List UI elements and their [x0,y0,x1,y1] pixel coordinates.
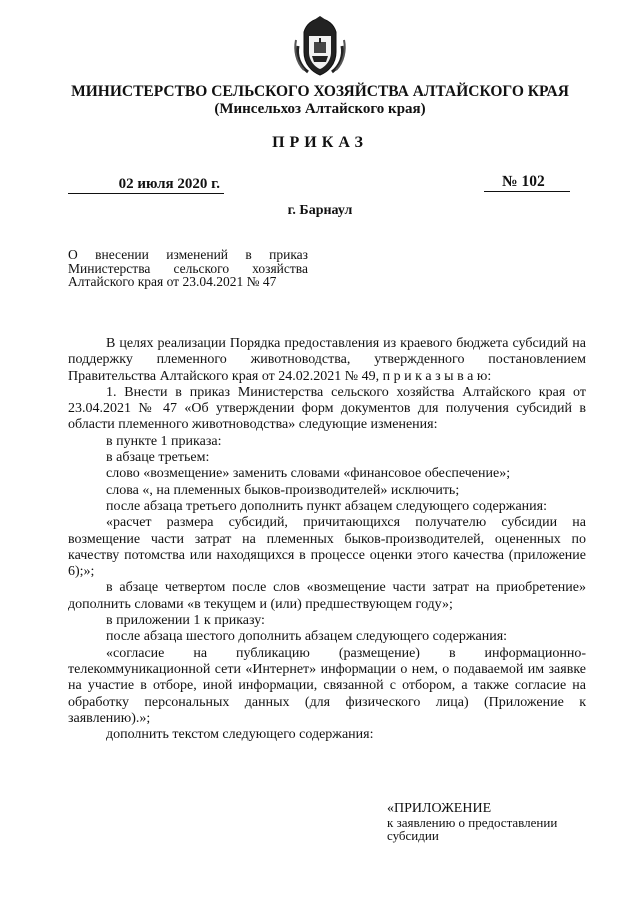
body-paragraph: дополнить текстом следующего содержания: [106,727,374,743]
appendix-title: «ПРИЛОЖЕНИЕ [387,801,492,816]
body-paragraph: в абзаце четвертом после слов «возмещение части затрат на приобретение» дополнить словами «в текущем и (или) предшествующем году»; [68,580,586,612]
document-type-title: ПРИКАЗ [272,134,368,151]
ministry-name: МИНИСТЕРСТВО СЕЛЬСКОГО ХОЗЯЙСТВА АЛТАЙСКОГО КРАЯ [71,83,569,100]
order-number: № 102 [484,173,570,192]
body-paragraph: в приложении 1 к приказу: [106,613,265,629]
order-date: 02 июля 2020 г. [68,175,224,194]
subject-line: Министерства сельского хозяйства [68,260,308,276]
city-name: г. Барнаул [287,203,353,218]
subject-line: Алтайского края от 23.04.2021 № 47 [68,274,277,289]
body-paragraph: «расчет размера субсидий, причитающихся получателю субсидии на возмещение части затрат на племенных быков-производителей, оцененных по качеству потомства или находящихся в процессе оценки этого качества (приложение 6);»; [68,515,586,580]
body-paragraph: «согласие на публикацию (размещение) в информационно-телекоммуникационной сети «Интернет» информации о нем, о подаваемой им заявке на участие в отборе, иной информации, связанной с отбором, а также согласие на обработку персональных данных (для физического лица) (Приложение к заявлению).»; [68,645,586,726]
body-paragraph: в абзаце третьем: [106,450,210,466]
coat-of-arms-icon [290,16,350,78]
body-paragraph: после абзаца третьего дополнить пункт абзацем следующего содержания: [106,498,547,514]
order-body [68,336,586,743]
body-paragraph: слово «возмещение» заменить словами «финансовое обеспечение»; [106,466,511,482]
body-paragraph: В целях реализации Порядка предоставления из краевого бюджета субсидий на поддержку племенного животноводства, утвержденного постановлением Правительства Алтайского края от 24.02.2021 № 49, п р и к а з ы в а ю: [68,336,586,384]
appendix-header [387,802,587,843]
order-subject [68,248,308,289]
body-paragraph: в пункте 1 приказа: [106,433,222,449]
body-paragraph: 1. Внести в приказ Министерства сельского хозяйства Алтайского края от 23.04.2021 № 47 «Об утверждении форм документов для получения субсидий в области племенного животноводства» следующие изменения: [68,384,586,433]
appendix-subtitle-line: субсидии [387,828,439,843]
body-paragraph: слова «, на племенных быков-производителей» исключить; [106,482,460,498]
ministry-short-name: (Минсельхоз Алтайского края) [214,101,426,117]
subject-line: О внесении изменений в приказ [68,247,308,262]
body-paragraph: после абзаца шестого дополнить абзацем следующего содержания: [106,629,508,645]
appendix-subtitle-line: к заявлению о предоставлении [387,814,558,830]
